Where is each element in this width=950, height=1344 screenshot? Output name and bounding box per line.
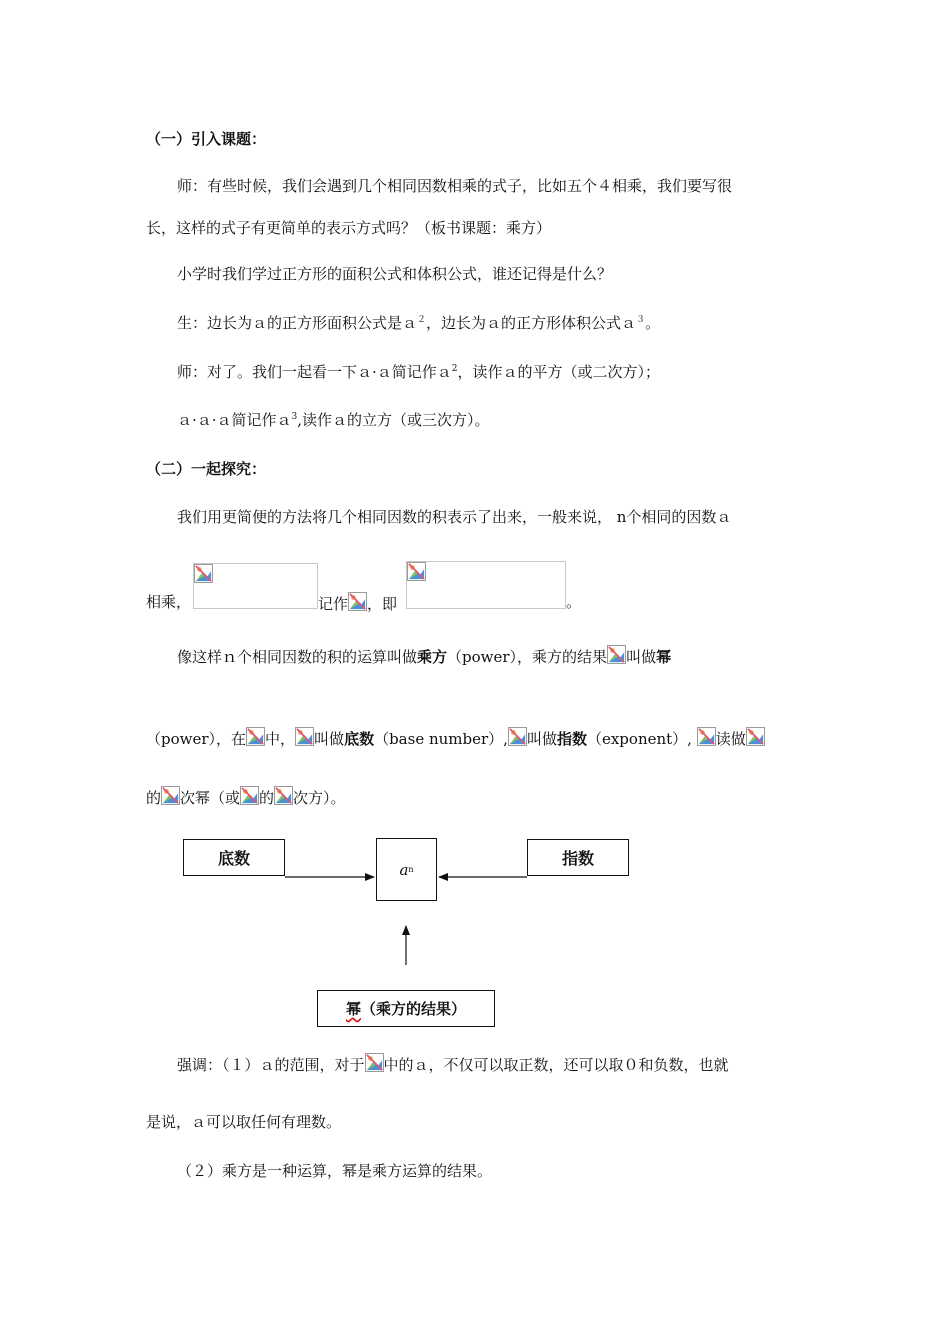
paragraph-text: 小学时我们学过正方形的面积公式和体积公式，谁还记得是什么？	[177, 265, 613, 283]
paragraph-text: ａ·ａ·ａ简记作ａ$^3$,读作ａ的立方（或三次方）。	[177, 411, 490, 429]
paragraph-text: 的 次幂（或 的 次方）。	[146, 786, 346, 808]
paragraph-text: 长，这样的式子有更简单的表示方式吗？（板书课题：乘方）	[146, 219, 552, 237]
paragraph-text: 生：边长为ａ的正方形面积公式是ａ$^2$，边长为ａ的正方形体积公式ａ$^3$。	[177, 314, 661, 332]
paragraph-text: （power），在 中， 叫做底数（base number）, 叫做指数（exponent）, 读做	[146, 727, 765, 749]
base-label-box: 底数	[183, 839, 285, 876]
paragraph-text: （２）乘方是一种运算，幂是乘方运算的结果。	[177, 1162, 493, 1180]
broken-image-icon	[365, 1053, 384, 1072]
paragraph-text: 我们用更简便的方法将几个相同因数的积表示了出来，一般来说， n个相同的因数ａ	[177, 508, 732, 526]
paragraph-text: 。	[566, 593, 582, 611]
paragraph-text: 师：有些时候，我们会遇到几个相同因数相乘的式子，比如五个４相乘，我们要写很	[177, 177, 733, 195]
section1-heading: （一）引入课题：	[146, 130, 267, 148]
exponent-label-box: 指数	[527, 839, 629, 876]
paragraph-text: 像这样ｎ个相同因数的积的运算叫做乘方（power），乘方的结果 叫做幂	[177, 645, 671, 667]
paragraph-text: 强调：（１）ａ的范围，对于 中的ａ，不仅可以取正数，还可以取０和负数，也就	[177, 1053, 729, 1075]
section2-heading: （二）一起探究：	[146, 460, 267, 478]
paragraph-text: 师：对了。我们一起看一下ａ·ａ简记作ａ$^2$，读作ａ的平方（或二次方）；	[177, 363, 661, 381]
paragraph-text: 是说，ａ可以取任何有理数。	[146, 1113, 342, 1131]
paragraph-text: 相乘，	[146, 593, 192, 611]
power-result-box: 幂 （乘方的结果）	[317, 990, 495, 1027]
paragraph-text: 记作 ，即	[318, 592, 397, 614]
power-expression-box: a n	[376, 838, 437, 901]
